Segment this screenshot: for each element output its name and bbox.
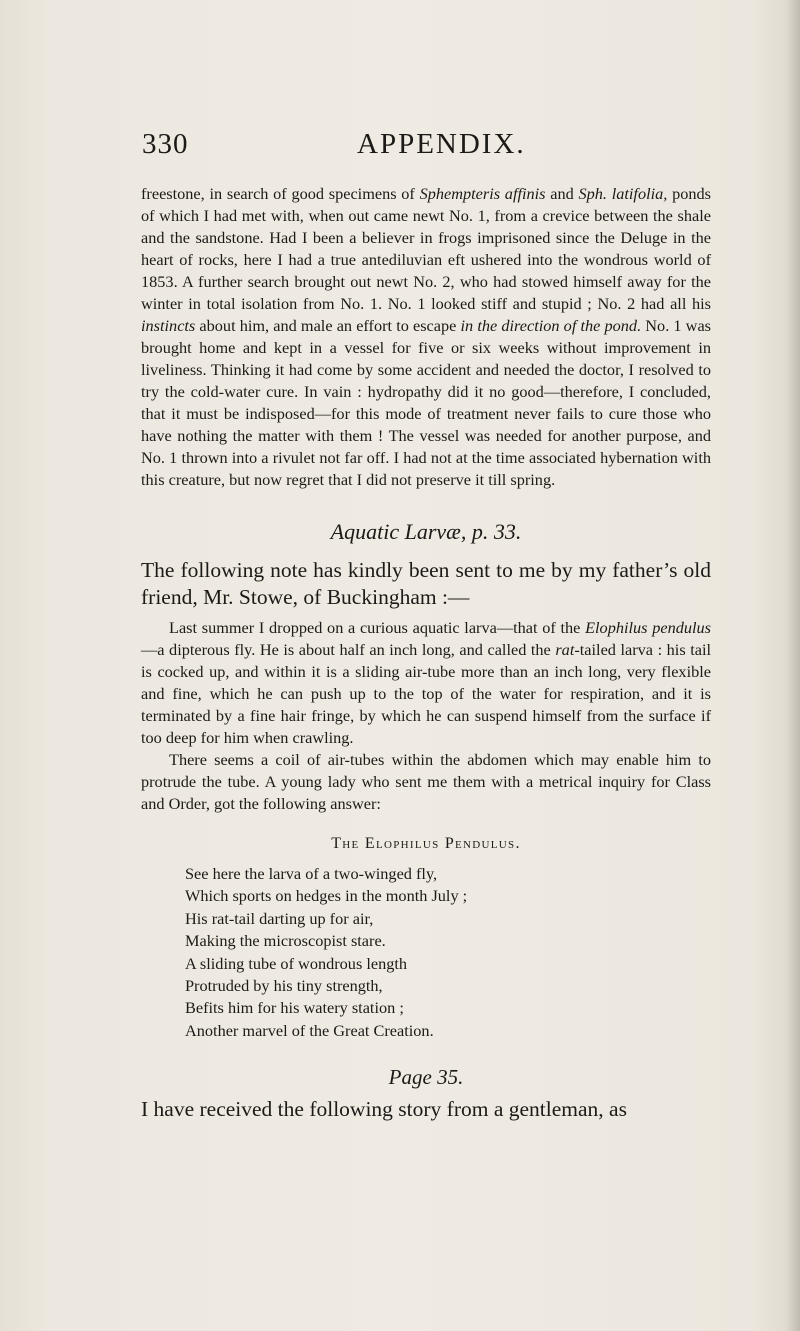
running-title: APPENDIX. — [357, 128, 526, 160]
poem-line: See here the larva of a two-winged fly, — [185, 864, 438, 883]
text-run: -tailed larva : his tail is cocked up, and within it is a sliding air-tube more than an inch long, very flexible and fine, which he can push up to the top of the water for respiration, and it is terminated by a fine hair fringe, by which he can suspend himself from the surface if too deep for him when crawling. — [141, 640, 711, 747]
section-heading-aquatic-larvae: Aquatic Larvæ, p. 33. — [330, 519, 522, 544]
text-run: No. 1 was brought home and kept in a vessel for five or six weeks without improvement in liveliness. Thinking it had come by some accident and needed the doctor, I resolved to try the cold-water cure. In vain : hydropathy did it no good—therefore, I concluded, that it must be indisposed—for this mode of treatment never fails to cure those who have nothing the matter with them ! The vessel was needed for another purpose, and No. 1 thrown into a rivulet not far off. I had not at the time associated hybernation with this creature, but now regret that I did not preserve it till spring. — [141, 316, 712, 489]
poem — [185, 863, 711, 1042]
poem-line: His rat-tail darting up for air, — [185, 908, 374, 928]
poem-line: Another marvel of the Great Creation. — [185, 1020, 434, 1040]
poem-line: Befits him for his watery station ; — [185, 998, 404, 1018]
italic-text-run: Elophilus pendulus — [585, 618, 711, 637]
page-header — [142, 128, 702, 168]
page-body — [141, 183, 711, 1122]
text-run: ponds of which I had met with, when out came newt No. 1, from a crevice between the shale and the sandstone. Had I been a believer in frogs imprisoned since the Deluge in the heart of rocks, here I had a true antediluvian eft ushered into the wondrous world of 1853. A further search brought out newt No. 2, who had stowed himself away for the winter in total isolation from No. 1. No. 1 looked stiff and stupid ; No. 2 had all his — [141, 184, 711, 313]
italic-text-run: instincts — [141, 316, 196, 335]
poem-line: Making the microscopist stare. — [185, 931, 386, 951]
text-run: freestone, in search of good specimens of — [141, 184, 420, 203]
text-run: —a dipterous fly. He is about half an inch long, and called the — [141, 640, 556, 659]
text-run: about him, and male an effort to escape — [195, 316, 461, 335]
poem-title: The Elophilus Pendulus. — [331, 835, 521, 852]
text-run: Last summer I dropped on a curious aquatic larva—that of the — [169, 618, 586, 637]
poem-line: Which sports on hedges in the month July ; — [185, 886, 468, 906]
letter-paragraph-1 — [141, 617, 711, 749]
italic-text-run: rat — [555, 640, 575, 659]
page-number: 330 — [142, 128, 189, 160]
poem-line: Protruded by his tiny strength, — [185, 976, 383, 996]
page-edge-shadow — [786, 0, 800, 1331]
stowe-letter — [141, 617, 711, 815]
closing-line: I have received the following story from a gentleman, as — [141, 1097, 627, 1122]
newt-paragraph — [141, 183, 711, 491]
italic-text-run: Sph. latifolia, — [578, 184, 668, 203]
text-run: and — [545, 184, 579, 203]
section-heading-page-35: Page 35. — [388, 1065, 464, 1090]
italic-text-run: Sphempteris affinis — [419, 184, 546, 203]
letter-paragraph-2: There seems a coil of air-tubes within the abdomen which may enable him to protrude the tube. A young lady who sent me them with a metrical inquiry for Class and Order, got the following answer: — [141, 750, 711, 813]
intro-note: The following note has kindly been sent to me by my father’s old friend, Mr. Stowe, of Buckingham :— — [141, 558, 711, 609]
italic-text-run: in the direction of the pond. — [460, 316, 642, 335]
poem-line: A sliding tube of wondrous length — [185, 953, 408, 973]
